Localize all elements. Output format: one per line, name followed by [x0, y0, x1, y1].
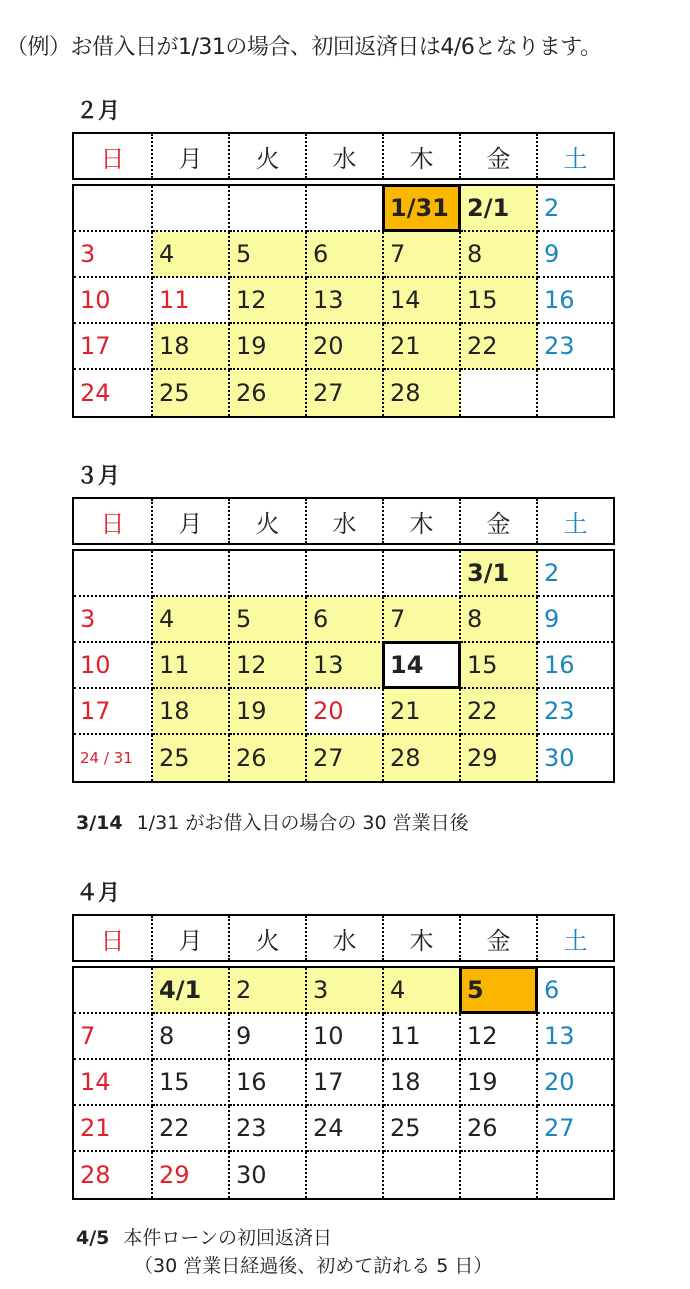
weekday-tue: 火: [230, 134, 307, 178]
empty-cell: [74, 551, 153, 597]
weekday-header-apr: [72, 914, 615, 962]
note-mar-key: 3/14: [76, 812, 123, 834]
day-cell: 17: [74, 324, 153, 370]
day-cell: 14: [384, 278, 461, 324]
day-cell: 7: [384, 597, 461, 643]
weekday-fri: 金: [461, 916, 538, 960]
empty-cell: [307, 186, 384, 232]
day-cell: 27: [538, 1106, 613, 1152]
empty-cell: [230, 186, 307, 232]
day-cell: 6: [307, 232, 384, 278]
day-cell: 19: [230, 689, 307, 735]
day-cell: 14: [384, 643, 461, 689]
day-cell: 7: [384, 232, 461, 278]
weekday-mon: 月: [153, 499, 230, 543]
day-cell: 9: [538, 232, 613, 278]
weekday-wed: 水: [307, 134, 384, 178]
day-cell: 15: [461, 278, 538, 324]
day-cell: 28: [74, 1152, 153, 1198]
empty-cell: [384, 1152, 461, 1198]
weekday-sun: 日: [74, 499, 153, 543]
day-cell: 13: [538, 1014, 613, 1060]
empty-cell: [74, 968, 153, 1014]
day-cell: 22: [153, 1106, 230, 1152]
day-cell: 18: [153, 689, 230, 735]
day-cell: 6: [538, 968, 613, 1014]
calendar-grid-apr: [72, 966, 615, 1200]
day-cell: 16: [538, 643, 613, 689]
weekday-fri: 金: [461, 134, 538, 178]
day-cell: 25: [384, 1106, 461, 1152]
day-cell: 29: [461, 735, 538, 781]
day-cell: 8: [153, 1014, 230, 1060]
empty-cell: [307, 1152, 384, 1198]
day-cell: 4: [153, 232, 230, 278]
day-cell: 18: [384, 1060, 461, 1106]
weekday-header-feb: [72, 132, 615, 180]
day-cell: 18: [153, 324, 230, 370]
day-cell: 5: [461, 968, 538, 1014]
note-apr-sub: （30 営業日経過後、初めて訪れる 5 日）: [134, 1255, 493, 1277]
empty-cell: [74, 186, 153, 232]
day-cell: 19: [230, 324, 307, 370]
weekday-wed: 水: [307, 916, 384, 960]
day-cell: 12: [461, 1014, 538, 1060]
day-cell: 11: [384, 1014, 461, 1060]
empty-cell: [307, 551, 384, 597]
day-cell: 10: [307, 1014, 384, 1060]
day-cell: 14: [74, 1060, 153, 1106]
day-cell: 5: [230, 597, 307, 643]
day-cell: 25: [153, 370, 230, 416]
day-cell: 28: [384, 735, 461, 781]
empty-cell: [153, 551, 230, 597]
day-cell: 2: [230, 968, 307, 1014]
empty-cell: [153, 186, 230, 232]
note-mar: [76, 808, 469, 835]
day-cell: 3: [307, 968, 384, 1014]
weekday-tue: 火: [230, 916, 307, 960]
day-cell: 20: [307, 324, 384, 370]
month-title-apr: ４月: [76, 881, 121, 906]
day-cell: 11: [153, 643, 230, 689]
weekday-mon: 月: [153, 916, 230, 960]
day-cell: 9: [538, 597, 613, 643]
day-cell: 30: [230, 1152, 307, 1198]
month-title-feb: ２月: [76, 99, 121, 124]
day-cell: 30: [544, 744, 575, 772]
day-cell: 11: [153, 278, 230, 324]
day-cell: 3: [74, 232, 153, 278]
day-cell: 28: [384, 370, 461, 416]
empty-cell: [461, 1152, 538, 1198]
day-cell: 2: [538, 186, 613, 232]
weekday-sat: 土: [563, 144, 588, 173]
day-cell: 22: [461, 689, 538, 735]
day-cell: 15: [153, 1060, 230, 1106]
day-cell: 20: [307, 689, 384, 735]
day-cell: 27: [307, 370, 384, 416]
day-cell: 12: [230, 643, 307, 689]
weekday-sun: 日: [74, 916, 153, 960]
day-cell: 22: [461, 324, 538, 370]
note-apr-key: 4/5: [76, 1227, 110, 1249]
day-cell: 8: [461, 232, 538, 278]
day-cell: 24: [307, 1106, 384, 1152]
day-cell: 4: [153, 597, 230, 643]
day-cell: 12: [230, 278, 307, 324]
day-cell: 17: [74, 689, 153, 735]
day-cell: 7: [74, 1014, 153, 1060]
note-mar-text: 1/31 がお借入日の場合の 30 営業日後: [136, 812, 469, 834]
month-title-mar: ３月: [76, 464, 121, 489]
empty-cell: [230, 551, 307, 597]
weekday-fri: 金: [461, 499, 538, 543]
day-cell: 15: [461, 643, 538, 689]
day-cell: 10: [74, 278, 153, 324]
day-cell: 24: [74, 370, 153, 416]
note-apr: [76, 1223, 332, 1250]
weekday-sat: 土: [563, 926, 588, 955]
day-cell: 26: [461, 1106, 538, 1152]
weekday-thu: 木: [384, 499, 461, 543]
day-cell: 26: [230, 735, 307, 781]
day-cell: 4/1: [153, 968, 230, 1014]
empty-cell: [538, 1152, 613, 1198]
weekday-sun: 日: [74, 134, 153, 178]
empty-cell: [384, 551, 461, 597]
day-cell: 26: [230, 370, 307, 416]
day-cell: 8: [461, 597, 538, 643]
day-cell: 2: [538, 551, 613, 597]
day-cell: 25: [153, 735, 230, 781]
day-cell: 10: [74, 643, 153, 689]
day-cell: 24 / 31: [74, 735, 153, 781]
empty-cell: [538, 370, 613, 416]
weekday-wed: 水: [307, 499, 384, 543]
day-cell: 23: [538, 324, 613, 370]
weekday-tue: 火: [230, 499, 307, 543]
day-cell: 3: [74, 597, 153, 643]
day-cell: 5: [230, 232, 307, 278]
weekday-header-mar: [72, 497, 615, 545]
day-cell: 16: [230, 1060, 307, 1106]
day-cell: 20: [538, 1060, 613, 1106]
calendar-grid-feb: [72, 184, 615, 418]
day-cell: 23: [230, 1106, 307, 1152]
day-cell: 1/31: [384, 186, 461, 232]
day-cell: 19: [461, 1060, 538, 1106]
day-cell: 3/1: [461, 551, 538, 597]
empty-cell: [461, 370, 538, 416]
day-cell: 2/1: [461, 186, 538, 232]
day-cell: 4: [384, 968, 461, 1014]
day-cell: 16: [538, 278, 613, 324]
day-cell: 21: [74, 1106, 153, 1152]
weekday-thu: 木: [384, 916, 461, 960]
day-cell: 9: [230, 1014, 307, 1060]
day-cell: 29: [153, 1152, 230, 1198]
calendar-grid-mar: [72, 549, 615, 783]
day-cell: 27: [307, 735, 384, 781]
weekday-sat: 土: [563, 509, 588, 538]
day-cell: 13: [307, 278, 384, 324]
weekday-thu: 木: [384, 134, 461, 178]
intro-text: （例）お借入日が1/31の場合、初回返済日は4/6となります。: [6, 35, 602, 60]
day-cell: 17: [307, 1060, 384, 1106]
day-cell: 21: [384, 689, 461, 735]
day-cell: 21: [384, 324, 461, 370]
weekday-mon: 月: [153, 134, 230, 178]
day-cell: 23: [538, 689, 613, 735]
day-cell: 13: [307, 643, 384, 689]
note-apr-text: 本件ローンの初回返済日: [123, 1227, 333, 1249]
day-cell: 6: [307, 597, 384, 643]
